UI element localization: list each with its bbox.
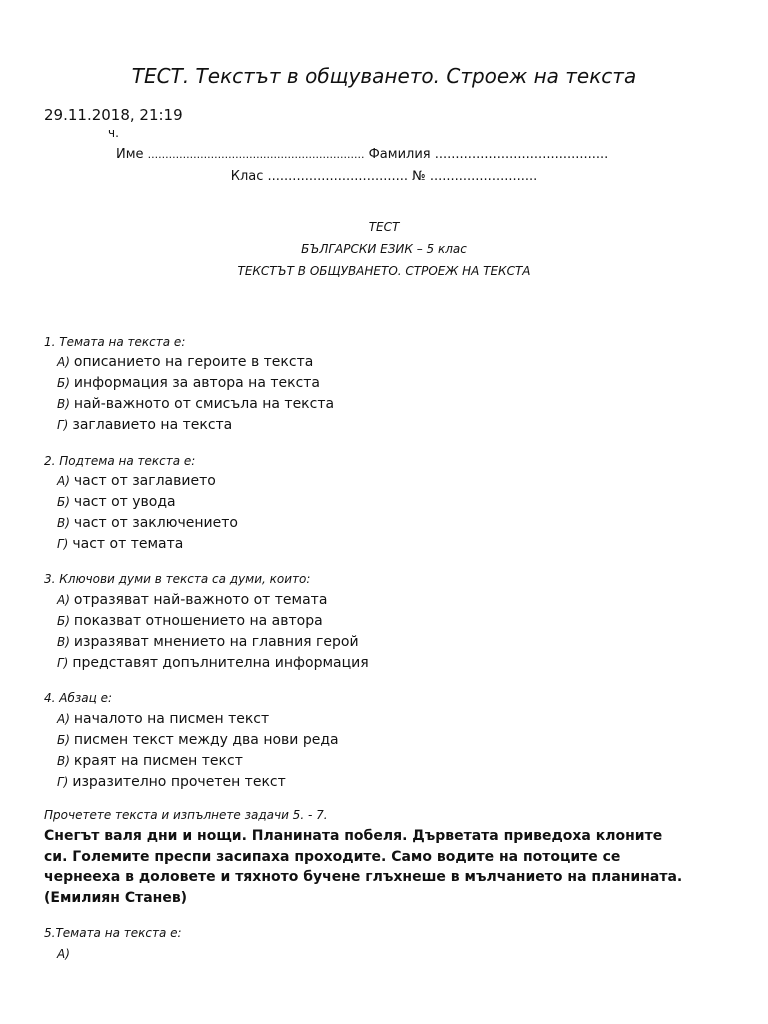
document-title: ТЕСТ. Текстът в общуването. Строеж на текста <box>131 64 637 88</box>
question-2-option-c <box>57 515 238 531</box>
question-2-option-d <box>57 536 183 552</box>
question-5-option-a <box>57 946 74 962</box>
question-5: 5.Темата на текста е: <box>44 926 182 940</box>
question-4-option-c <box>57 753 243 769</box>
option-text: отразяват най-важното от темата <box>73 592 328 608</box>
option-letter: А) <box>57 355 70 369</box>
hour-abbreviation: ч. <box>108 126 119 140</box>
test-header-line2: БЪЛГАРСКИ ЕЗИК – 5 клас <box>301 242 467 256</box>
option-letter: Б) <box>57 733 70 747</box>
question-3-option-d <box>57 655 369 671</box>
option-text: най-важното от смисъла на текста <box>73 396 335 412</box>
option-letter: Г) <box>57 537 69 551</box>
option-text: показват отношението на автора <box>73 613 323 629</box>
option-text: представят допълнителна информация <box>72 655 369 671</box>
option-letter: А) <box>57 712 70 726</box>
option-letter: Г) <box>57 418 69 432</box>
question-4-option-d <box>57 774 286 790</box>
number-blank: .......................... <box>429 169 538 184</box>
question-3-option-c <box>57 634 359 650</box>
question-1-option-c <box>57 396 334 412</box>
option-letter: Г) <box>57 656 69 670</box>
option-text: част от заглавието <box>73 473 216 489</box>
surname-blank: .......................................... <box>434 147 609 162</box>
question-3: 3. Ключови думи в текста са думи, които: <box>44 572 311 586</box>
question-1-option-b <box>57 375 320 391</box>
option-letter: А) <box>57 474 70 488</box>
question-3-option-b <box>57 613 323 629</box>
option-letter: В) <box>57 754 70 768</box>
test-header-line3: ТЕКСТЪТ В ОБЩУВАНЕТО. СТРОЕЖ НА ТЕКСТА <box>237 264 531 278</box>
question-4: 4. Абзац е: <box>44 691 113 705</box>
question-2-option-b <box>57 494 176 510</box>
option-letter: Б) <box>57 614 70 628</box>
option-text: част от темата <box>72 536 184 552</box>
reading-instruction: Прочетете текста и изпълнете задачи 5. - 7. <box>44 808 328 822</box>
question-1-option-a <box>57 354 313 370</box>
option-text: краят на писмен текст <box>73 753 243 769</box>
option-text: изразяват мнението на главния герой <box>73 634 359 650</box>
name-label: Име <box>116 147 144 162</box>
question-2: 2. Подтема на текста е: <box>44 454 196 468</box>
class-label: Клас <box>230 169 264 184</box>
option-text: описанието на героите в текста <box>73 354 314 370</box>
test-header-line1: ТЕСТ <box>368 220 400 234</box>
option-text: писмен текст между два нови реда <box>73 732 339 748</box>
name-surname-line <box>116 147 608 162</box>
date-time: 29.11.2018, 21:19 <box>44 106 183 124</box>
question-1-option-d <box>57 417 232 433</box>
option-letter: В) <box>57 635 70 649</box>
option-text: изразително прочетен текст <box>72 774 286 790</box>
option-text: част от увода <box>73 494 176 510</box>
name-blank: .............................................................. <box>147 148 365 161</box>
option-letter: В) <box>57 516 70 530</box>
class-blank: .................................. <box>267 169 409 184</box>
option-letter: Б) <box>57 495 70 509</box>
option-text: информация за автора на текста <box>73 375 321 391</box>
number-label: № <box>412 169 426 184</box>
question-4-option-a <box>57 711 269 727</box>
question-2-option-a <box>57 473 216 489</box>
class-number-line <box>0 169 768 184</box>
option-text: началото на писмен текст <box>73 711 270 727</box>
option-letter: В) <box>57 397 70 411</box>
option-letter: А) <box>57 593 70 607</box>
question-3-option-a <box>57 592 327 608</box>
option-text: заглавието на текста <box>72 417 233 433</box>
question-4-option-b <box>57 732 339 748</box>
reading-passage: Снегът валя дни и нощи. Планината побеля. Дърветата приведоха клоните си. Големите преспи засипаха проходите. Само водите на потоците се чернееха в доловете и тяхното бучене глъхнеше в мълчанието на планината. (Емилиян Станев) <box>44 828 683 906</box>
question-1: 1. Темата на текста е: <box>44 335 186 349</box>
option-text: част от заключението <box>73 515 238 531</box>
option-letter: Б) <box>57 376 70 390</box>
option-letter: Г) <box>57 775 69 789</box>
surname-label: Фамилия <box>368 147 431 162</box>
option-letter: А) <box>57 947 70 961</box>
